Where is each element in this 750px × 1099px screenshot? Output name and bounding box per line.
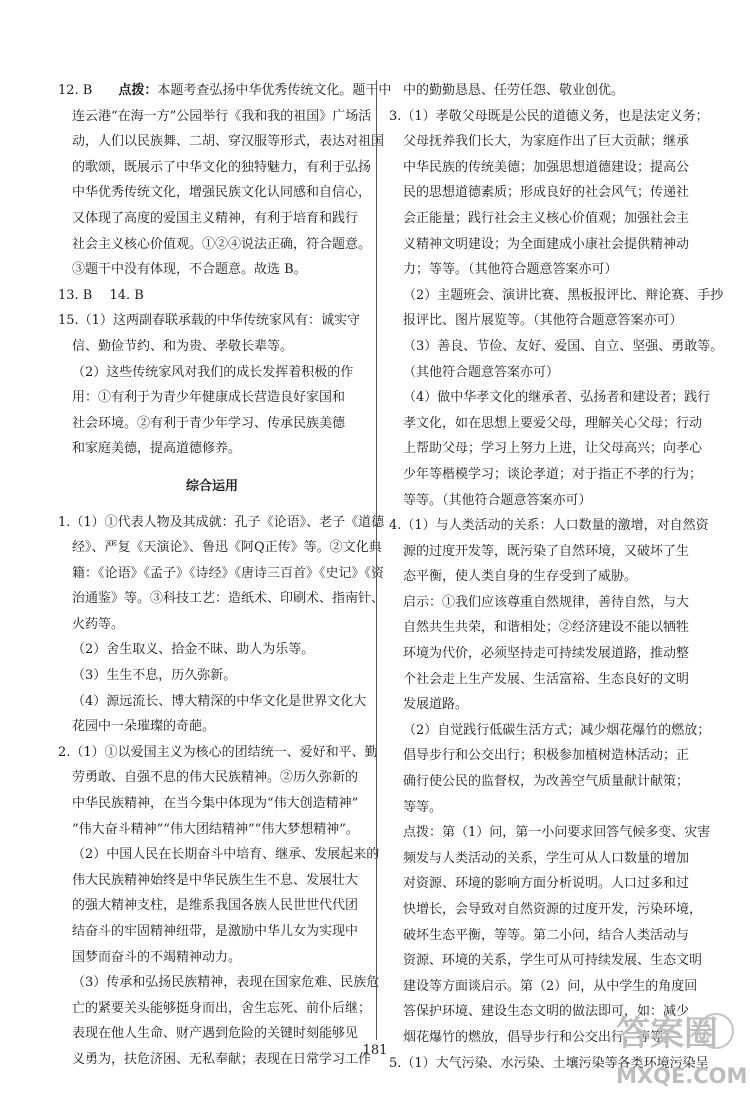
left_column-line: （2）中国人民在长期奋斗中培育、继承、发展起来的 bbox=[72, 847, 380, 863]
right_column-line: 报评比、图片展览等。（其他符合题意答案亦可） bbox=[403, 313, 683, 329]
right_column-line: 倡导步行和公交出行；积极参加植树造林活动；正 bbox=[403, 748, 690, 764]
right_column-line: 力；等等。（其他符合题意答案亦可） bbox=[403, 262, 618, 278]
right_column-line: 父母抚养我们长大，为家庭作出了巨大贡献；继承 bbox=[403, 134, 690, 150]
left_column-line: 花园中一朵璀璨的奇葩。 bbox=[72, 719, 216, 735]
right_column-line: 快增长，会导致对自然资源的过度开发，污染环境， bbox=[403, 902, 703, 917]
left_column-line: 和家庭美德，提高道德修养。 bbox=[72, 441, 242, 457]
left_column-line: 伟大民族精神始终是中华民族生生不息、发展壮大 bbox=[72, 872, 359, 888]
right_column-line: 等等。 bbox=[403, 799, 443, 815]
right_column-line: 启示：①我们应该尊重自然规律，善待自然，与大 bbox=[403, 594, 690, 610]
left_column-line: （4）源远流长、博大精深的中华文化是世界文化大 bbox=[72, 693, 367, 709]
right_column-line: （2）主题班会、演讲比赛、黑板报评比、辩论赛、手抄 bbox=[403, 287, 724, 303]
right_column-line: 个社会走上生产发展、生活富裕、生态良好的文明 bbox=[403, 671, 690, 687]
left_column-line: 1.（1）①代表人物及其成就：孔子《论语》、老子《道德 bbox=[58, 514, 385, 530]
left_column-line: 信、勤俭节约、和为贵、孝敬长辈等。 bbox=[72, 338, 294, 354]
right_column-line: 破坏生态平衡，等等。第二小问，结合人类活动与 bbox=[403, 927, 690, 943]
left_column-line: 经》、严复《天演论》、鲁迅《阿Q正传》等。②文化典 bbox=[72, 540, 382, 556]
right_column-line: 义精神文明建设；为全面建成小康社会提供精神动 bbox=[403, 236, 690, 252]
left_column-line: 社会环境。②有利于青少年学习、传承民族美德 bbox=[72, 415, 346, 431]
right_column-line: 建设等方面谈启示。第（2）问，从中学生的角度回 bbox=[403, 978, 698, 994]
left_column-line: 中华优秀传统文化，增强民族文化认同感和自信心， bbox=[72, 185, 372, 201]
right-column bbox=[389, 78, 724, 1076]
left_column-line: 中华民族精神，在当今集中体现为“伟大创造精神” bbox=[72, 796, 359, 812]
left_column-line: 又体现了高度的爱国主义精神，有利于培育和践行 bbox=[72, 210, 359, 226]
watermark-text: 答案圈 bbox=[616, 1014, 718, 1054]
left_column-line: 13. B 14. B bbox=[58, 287, 144, 303]
right_column-line: 对资源、环境的影响方面分析说明。人口过多和过 bbox=[403, 876, 690, 892]
right_column-line: 民的思想道德素质；形成良好的社会风气；传递社 bbox=[403, 185, 690, 201]
right_column-line: 发展道路。 bbox=[403, 697, 469, 713]
right_column-line: 4.（1）与人类活动的关系：人口数量的激增，对自然资 bbox=[389, 518, 709, 534]
right_column-line: 3.（1）孝敬父母既是公民的道德义务，也是法定义务； bbox=[389, 108, 709, 124]
left_column-line: 劳勇敢、自强不息的伟大民族精神。②历久弥新的 bbox=[72, 770, 359, 786]
left_column-line: 结奋斗的牢固精神纽带，是激励中华儿女为实现中 bbox=[72, 924, 359, 939]
left_column-line: （3）传承和弘扬民族精神，表现在国家危难、民族危 bbox=[72, 975, 380, 991]
right_column-line: 频发与人类活动的关系，学生可从人口数量的增加 bbox=[403, 850, 690, 866]
left_column-line: 12. B 点拨：本题考查弘扬中华优秀传统文化。题干中 bbox=[58, 83, 392, 98]
right_column-line: 源的过度开发等，既污染了自然环境，又破坏了生 bbox=[403, 543, 690, 559]
right_column-line: 态平衡，使人类自身的生存受到了威胁。 bbox=[403, 569, 638, 585]
left_column-line: “伟大奋斗精神”“伟大团结精神”“伟大梦想精神”。 bbox=[72, 821, 359, 837]
right_column-line: 自然共生共荣，和谐相处；②经济建设不能以牺牲 bbox=[403, 620, 690, 636]
right_column-line: 5.（1）大气污染、水污染、土壤污染等各类环境污染呈 bbox=[389, 1055, 709, 1071]
left_column-line: 义勇为，扶危济困、无私奉献；表现在日常学习工作 bbox=[72, 1051, 372, 1067]
right_column-line: 烟花爆竹的燃放，倡导步行和公交出行，等等。 bbox=[403, 1029, 677, 1045]
hint-text: 本题考查弘扬中华优秀传统文化。题干中 bbox=[157, 83, 392, 98]
left_column-line: 2.（1）①以爱国主义为核心的团结统一、爱好和平、勤 bbox=[58, 744, 378, 760]
left_column-line: （2）这些传统家风对我们的成长发挥着积极的作 bbox=[72, 364, 354, 380]
left_column-line: 动，人们以民族舞、二胡、穿汉服等形式，表达对祖国 bbox=[72, 134, 385, 150]
left_column-line: 籍：《论语》《孟子》《诗经》《唐诗三百首》《史记》《资 bbox=[72, 565, 385, 581]
left_column-line: 15.（1）这两副春联承载的中华传统家风有：诚实守 bbox=[58, 313, 360, 329]
right_column-line: 确行使公民的监督权，为改善空气质量献计献策； bbox=[403, 774, 690, 790]
right_column-line: 中的勤勤恳恳、任劳任怨、敬业创优。 bbox=[403, 83, 625, 98]
right_column-line: 资源、环境的关系，学生可从可持续发展、生态文明 bbox=[403, 953, 703, 969]
watermark-url: MXQE.COM bbox=[616, 1064, 748, 1088]
left_column-line: 综合运用 bbox=[185, 478, 238, 494]
watermark-logo bbox=[612, 1001, 748, 1093]
column-divider bbox=[376, 80, 377, 1040]
left_column-line: 国梦而奋斗的不竭精神动力。 bbox=[72, 949, 242, 965]
right_column-line: 点拨：第（1）问，第一小问要求回答气候多变、灾害 bbox=[403, 825, 711, 841]
left_column-line: 亡的紧要关头能够挺身而出，舍生忘死、前仆后继； bbox=[72, 1000, 372, 1016]
left_column-line: （2）舍生取义、拾金不昧、助人为乐等。 bbox=[72, 642, 315, 658]
left_column-line: 火药等。 bbox=[72, 616, 125, 632]
right_column-line: （4）做中华孝文化的继承者、弘扬者和建设者；践行 bbox=[403, 390, 711, 406]
right_column-line: 中华民族的传统美德；加强思想道德建设；提高公 bbox=[403, 159, 690, 175]
left_column-line: （3）生生不息，历久弥新。 bbox=[72, 668, 237, 684]
page-number: 181 bbox=[362, 1043, 388, 1058]
left_column-line: 社会主义核心价值观。①②④说法正确，符合题意。 bbox=[72, 236, 372, 252]
right_column-line: 上帮助父母；学习上努力上进，让父母高兴；向孝心 bbox=[403, 441, 703, 457]
hint-label: 点拨： bbox=[118, 83, 158, 98]
left_column-line: 用：①有利于为青少年健康成长营造良好家国和 bbox=[72, 390, 346, 406]
right_column-line: 少年等楷模学习；谈论孝道；对于指正不孝的行为； bbox=[403, 466, 703, 482]
left_column-line: 表现在他人生命、财产遇到危险的关键时刻能够见 bbox=[72, 1026, 359, 1042]
left_column-line: 的歌颂，既展示了中华文化的独特魅力，有利于弘扬 bbox=[72, 159, 372, 175]
right_column-line: （3）善良、节俭、友好、爱国、自立、坚强、勇敢等。 bbox=[403, 338, 724, 354]
left_column-line: 治通鉴》等。③科技工艺：造纸术、印刷术、指南针、 bbox=[72, 591, 385, 607]
right_column-line: 答保护环境、建设生态文明的做法即可，如：减少 bbox=[403, 1004, 690, 1020]
right_column-line: （2）自觉践行低碳生活方式；减少烟花爆竹的燃放； bbox=[403, 722, 711, 738]
left_column-line: 的强大精神支柱，是维系我国各族人民世世代代团 bbox=[72, 898, 359, 914]
left_column-line: 连云港“在海一方”公园举行《我和我的祖国》广场活 bbox=[72, 108, 372, 124]
right_column-line: （其他符合题意答案亦可） bbox=[403, 364, 560, 380]
right_column-line: 环境为代价，必须坚持走可持续发展道路，推动整 bbox=[403, 646, 690, 662]
right_column-line: 会正能量；践行社会主义核心价值观；加强社会主 bbox=[403, 210, 690, 226]
right_column-line: 孝文化，如在思想上要爱父母，理解关心父母；行动 bbox=[403, 415, 703, 431]
left_column-line: ③题干中没有体现，不合题意。故选 B。 bbox=[72, 262, 307, 278]
right_column-line: 等等。（其他符合题意答案亦可） bbox=[403, 492, 592, 508]
